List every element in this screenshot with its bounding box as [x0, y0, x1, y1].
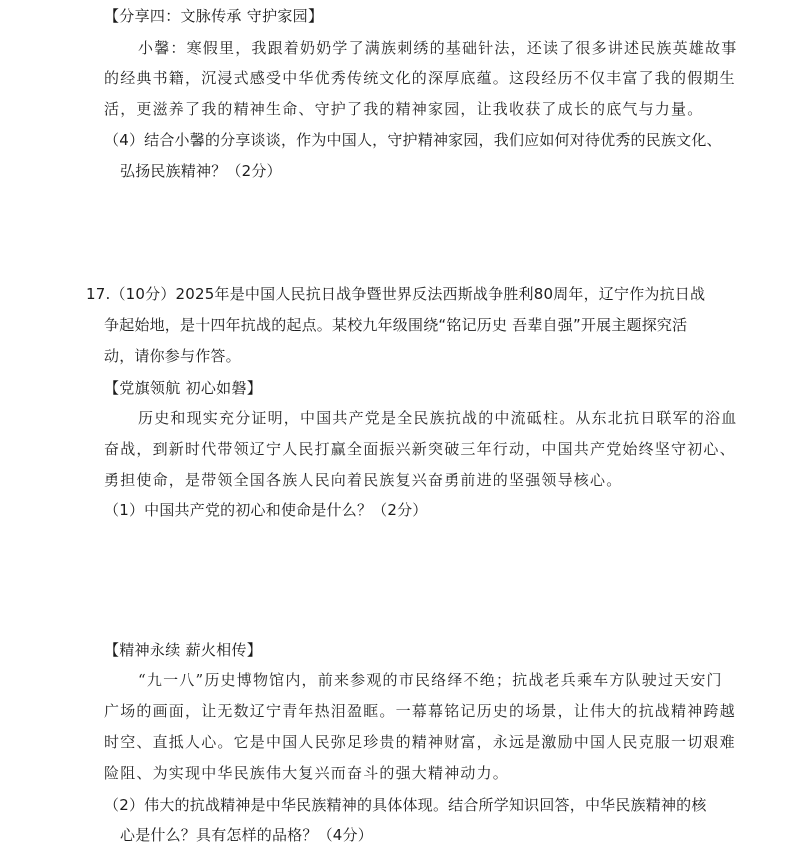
- question-2-line: （2）伟大的抗战精神是中华民族精神的具体体现。结合所学知识回答，中华民族精神的核: [104, 796, 707, 814]
- material-line: 活，更滋养了我的精神生命、守护了我的精神家园，让我收获了成长的底气与力量。: [104, 100, 704, 118]
- question-17-intro-line: 争起始地，是十四年抗战的起点。某校九年级围绕“铭记历史 吾辈自强”开展主题探究活: [104, 316, 688, 334]
- section-heading-share-four: 【分享四：文脉传承 守护家园】: [104, 7, 324, 25]
- material-line: 历史和现实充分证明，中国共产党是全民族抗战的中流砥柱。从东北抗日联军的浴血: [138, 409, 738, 427]
- question-2-line: 心是什么？具有怎样的品格？（4分）: [120, 826, 373, 844]
- material-line: 奋战，到新时代带领辽宁人民打赢全面振兴新突破三年行动，中国共产党始终坚守初心、: [104, 440, 736, 458]
- material-line: 险阻、为实现中华民族伟大复兴而奋斗的强大精神动力。: [104, 764, 510, 782]
- material-line: 勇担使命，是带领全国各族人民向着民族复兴奋勇前进的坚强领导核心。: [104, 471, 623, 489]
- question-4-line: （4）结合小馨的分享谈谈，作为中国人，守护精神家园，我们应如何对待优秀的民族文化、: [104, 131, 722, 149]
- question-4-line: 弘扬民族精神？（2分）: [120, 162, 282, 180]
- material-line: 时空、直抵人心。它是中国人民弥足珍贵的精神财富，永远是激励中国人民克服一切艰难: [104, 733, 736, 751]
- material-line: 的经典书籍，沉浸式感受中华优秀传统文化的深厚底蕴。这段经历不仅丰富了我的假期生: [104, 69, 736, 87]
- material-line: “九一八”历史博物馆内，前来参观的市民络绎不绝；抗战老兵乘车方队驶过天安门: [138, 671, 723, 689]
- question-1: （1）中国共产党的初心和使命是什么？（2分）: [104, 501, 428, 519]
- material-line: 广场的画面，让无数辽宁青年热泪盈眶。一幕幕铭记历史的场景，让伟大的抗战精神跨越: [104, 702, 736, 720]
- question-17-intro-line: 17.（10分）2025年是中国人民抗日战争暨世界反法西斯战争胜利80周年，辽宁作为抗日战: [86, 285, 706, 303]
- section-heading-party-flag: 【党旗领航 初心如磐】: [104, 379, 263, 397]
- section-heading-spirit: 【精神永续 薪火相传】: [104, 641, 263, 659]
- material-line: 小馨：寒假里，我跟着奶奶学了满族刺绣的基础针法，还读了很多讲述民族英雄故事: [138, 39, 738, 57]
- question-17-intro-line: 动，请你参与作答。: [104, 347, 241, 365]
